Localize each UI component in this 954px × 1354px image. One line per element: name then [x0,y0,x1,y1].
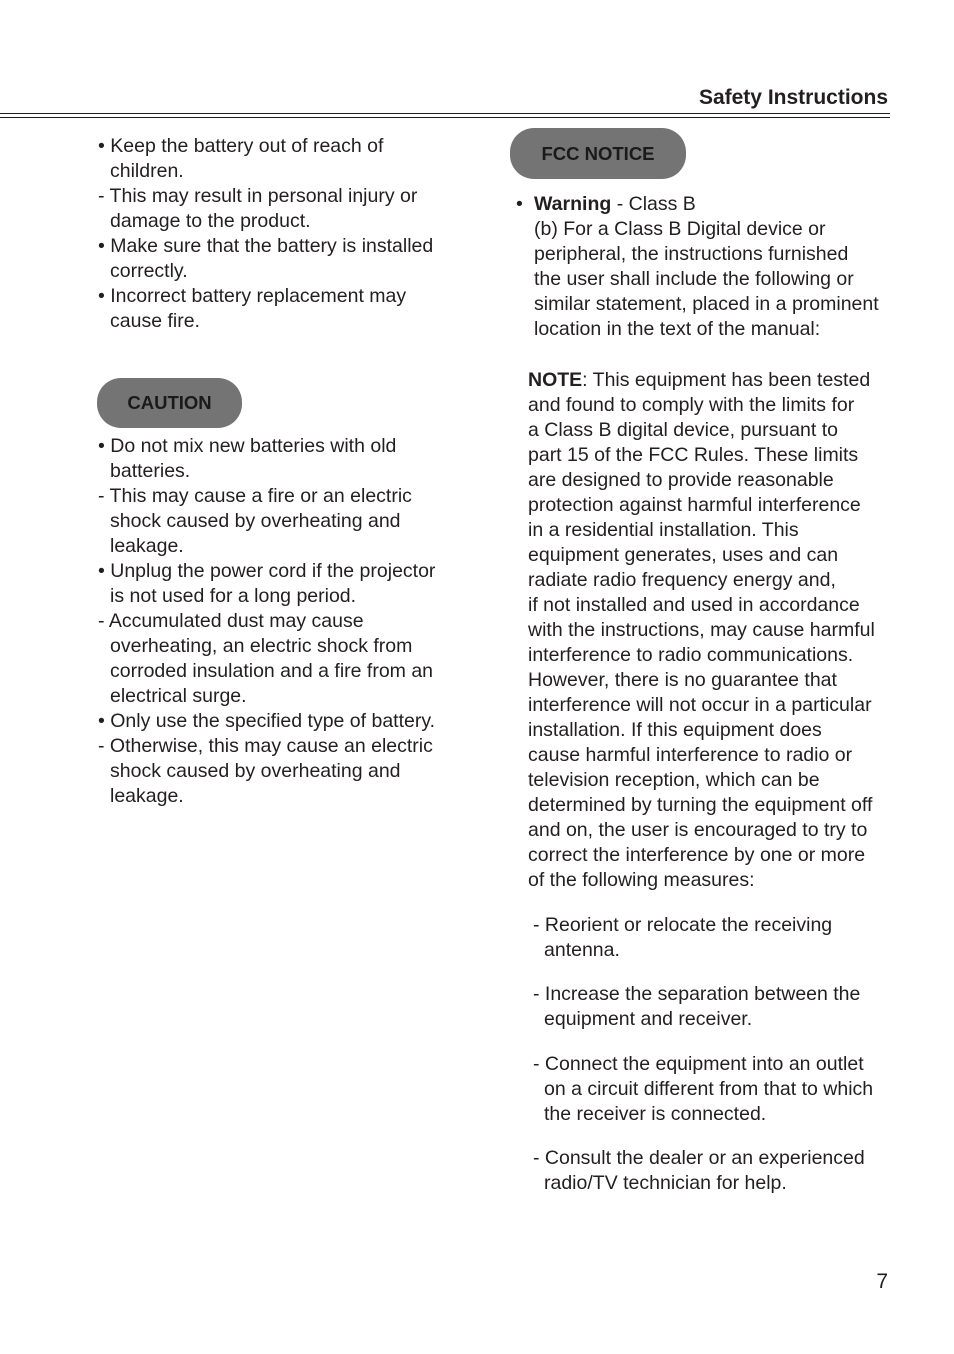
list-item: - Connect the equipment into an outlet on a circuit different from that to which the receiver is connected. [533,1052,874,1125]
list-item: - Consult the dealer or an experienced radio/TV technician for help. [533,1147,865,1194]
list-item: - Increase the separation between the equipment and receiver. [533,983,861,1030]
header-rule-thick [0,113,890,114]
warning-term: Warning [534,193,612,215]
battery-list [98,134,468,334]
list-item: • Keep the battery out of reach of children. [98,135,384,182]
caution-badge [97,378,242,428]
page-number: 7 [876,1270,888,1293]
fcc-note [528,368,898,893]
caution-label: CAUTION [127,392,212,413]
list-item: • Do not mix new batteries with old batteries. [98,435,397,482]
list-item: • Incorrect battery replacement may cause fire. [98,285,407,332]
warning-text: (b) For a Class B Digital device or peripheral, the instructions furnished the user shall include the following or similar statement, placed in a prominent location in the text of the manual: [534,218,879,340]
warning-class: - Class B [611,193,696,215]
page-title: Safety Instructions [698,86,888,109]
fcc-notice-label: FCC NOTICE [541,142,655,164]
caution-list [98,434,468,809]
measures-list [533,893,903,1216]
list-item: • Unplug the power cord if the projector is not used for a long period. [98,560,436,607]
note-text: : This equipment has been tested and found to comply with the limits for a Class B digital device, pursuant to part 15 of the FCC Rules. These limits are designed to provide reasonable protection against harmful interference in a residential installation. This equipment generates, uses and can radiate radio frequency energy and, if not installed and used in accordance with the instructions, may cause harmful interference to radio communications. However, there is no guarantee that interference will not occur in a particular installation. If this equipment does cause harmful interference to radio or television reception, which can be determined by turning the equipment off and on, the user is encouraged to try to correct the interference by one or more of the following measures: [528,369,875,891]
bullet-mark: • [516,193,523,215]
list-item: - Otherwise, this may cause an electric shock caused by overheating and leakage. [98,735,433,807]
note-term: NOTE [528,369,583,391]
list-item: - This may cause a fire or an electric shock caused by overheating and leakage. [98,485,412,557]
header-rule-thin [0,117,890,118]
list-item: - This may result in personal injury or damage to the product. [98,185,418,232]
list-item: - Reorient or relocate the receiving antenna. [533,913,833,961]
list-item: - Accumulated dust may cause overheating, an electric shock from corroded insulation and a fire from an electrical surge. [98,610,434,707]
fcc-warning-item [516,192,896,352]
fcc-notice-badge [510,128,686,179]
list-item: • Make sure that the battery is installed correctly. [98,235,434,282]
list-item: • Only use the specified type of battery. [98,710,436,732]
